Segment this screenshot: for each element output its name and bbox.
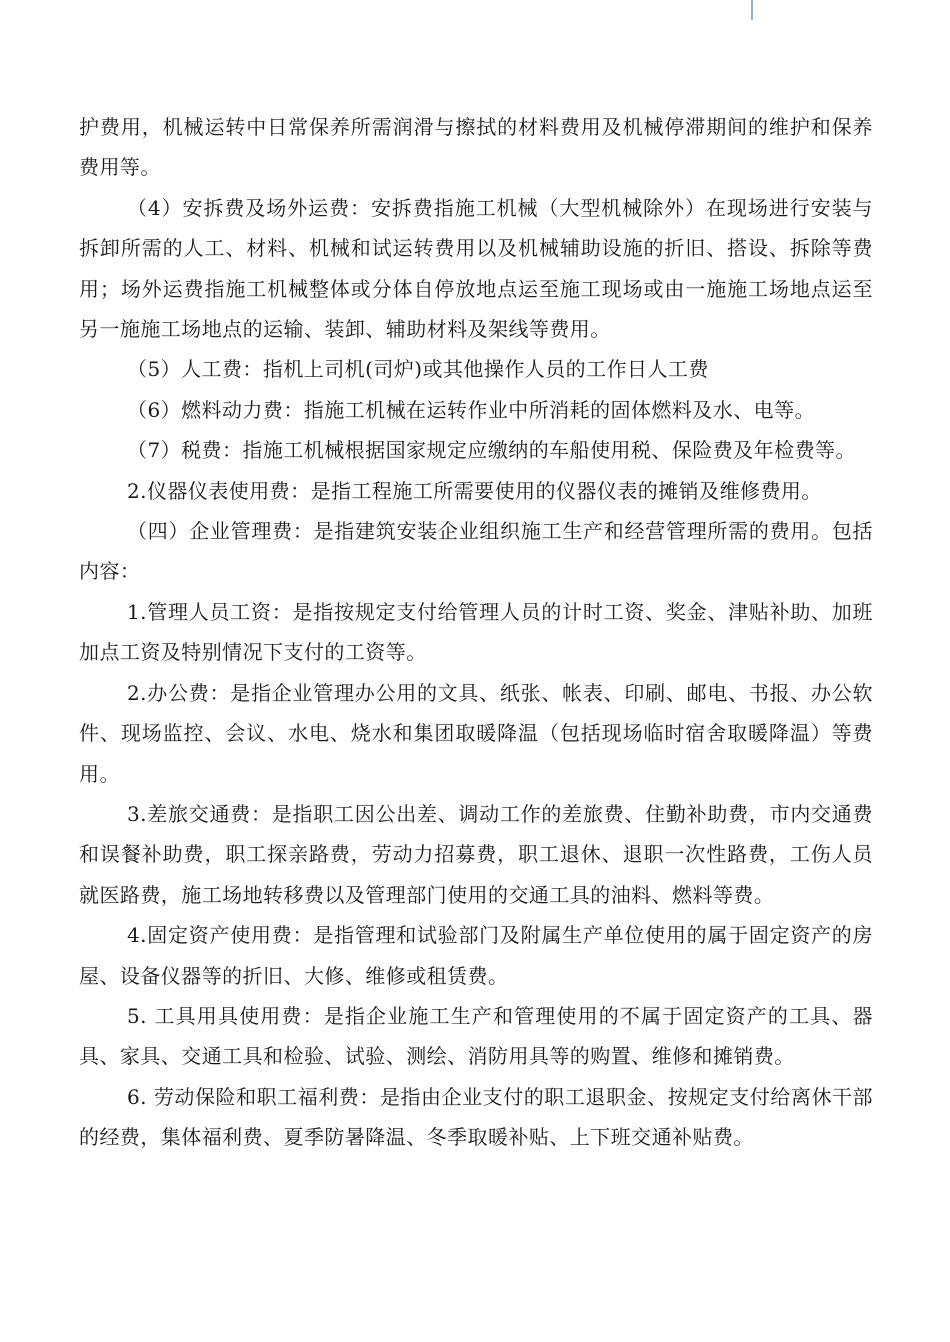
paragraph-fixed-asset-fee: 4.固定资产使用费：是指管理和试验部门及附属生产单位使用的属于固定资产的房屋、设备仪器等的折旧、大修、维修或租赁费。: [79, 923, 873, 988]
paragraph-office-fee: 2.办公费：是指企业管理办公用的文具、纸张、帐表、印刷、邮电、书报、办公软件、现场监控、会议、水电、烧水和集团取暖降温（包括现场临时宿舍取暖降温）等费用。: [79, 680, 873, 786]
paragraph-section-4: （四）企业管理费：是指建筑安装企业组织施工生产和经营管理所需的费用。包括内容：: [79, 519, 873, 584]
paragraph-travel-fee: 3.差旅交通费：是指职工因公出差、调动工作的差旅费、住勤补助费，市内交通费和误餐补助费，职工探亲路费，劳动力招募费，职工退休、退职一次性路费，工伤人员就医路费，施工场地转移费以及管理部门使用的交通工具的油料、燃料等费。: [79, 801, 873, 907]
header-rule: [751, 0, 753, 20]
document-body: [79, 107, 873, 1158]
paragraph-instrument-fee: 2.仪器仪表使用费：是指工程施工所需要使用的仪器仪表的摊销及维修费用。: [127, 478, 822, 503]
paragraph-item-6: （6）燃料动力费：指施工机械在运转作业中所消耗的固体燃料及水、电等。: [127, 397, 816, 422]
paragraph-tool-fee: 5. 工具用具使用费：是指企业施工生产和管理使用的不属于固定资产的工具、器具、家具、交通工具和检验、试验、测绘、消防用具等的购置、维修和摊销费。: [79, 1003, 873, 1069]
paragraph-item-7: （7）税费：指施工机械根据国家规定应缴纳的车船使用税、保险费及年检费等。: [127, 438, 856, 463]
paragraph-insurance-welfare-fee: 6. 劳动保险和职工福利费：是指由企业支付的职工退职金、按规定支付给离休干部的经费，集体福利费、夏季防暑降温、冬季取暖补贴、上下班交通补贴费。: [79, 1084, 873, 1150]
paragraph-management-wage: 1.管理人员工资：是指按规定支付给管理人员的计时工资、奖金、津贴补助、加班加点工资及特别情况下支付的工资等。: [79, 599, 873, 665]
paragraph-item-5: （5）人工费：指机上司机(司炉)或其他操作人员的工作日人工费: [127, 357, 709, 382]
paragraph-continued: 护费用，机械运转中日常保养所需润滑与擦拭的材料费用及机械停滞期间的维护和保养费用等。: [79, 115, 873, 180]
paragraph-item-4: （4）安拆费及场外运费：安拆费指施工机械（大型机械除外）在现场进行安装与拆卸所需的人工、材料、机械和试运转费用以及机械辅助设施的折旧、搭设、拆除等费用；场外运费指施工机械整体或分体自停放地点运至施工现场或由一施施工场地点运至另一施施工场地点的运输、装卸、辅助材料及架线等费用。: [79, 195, 873, 342]
